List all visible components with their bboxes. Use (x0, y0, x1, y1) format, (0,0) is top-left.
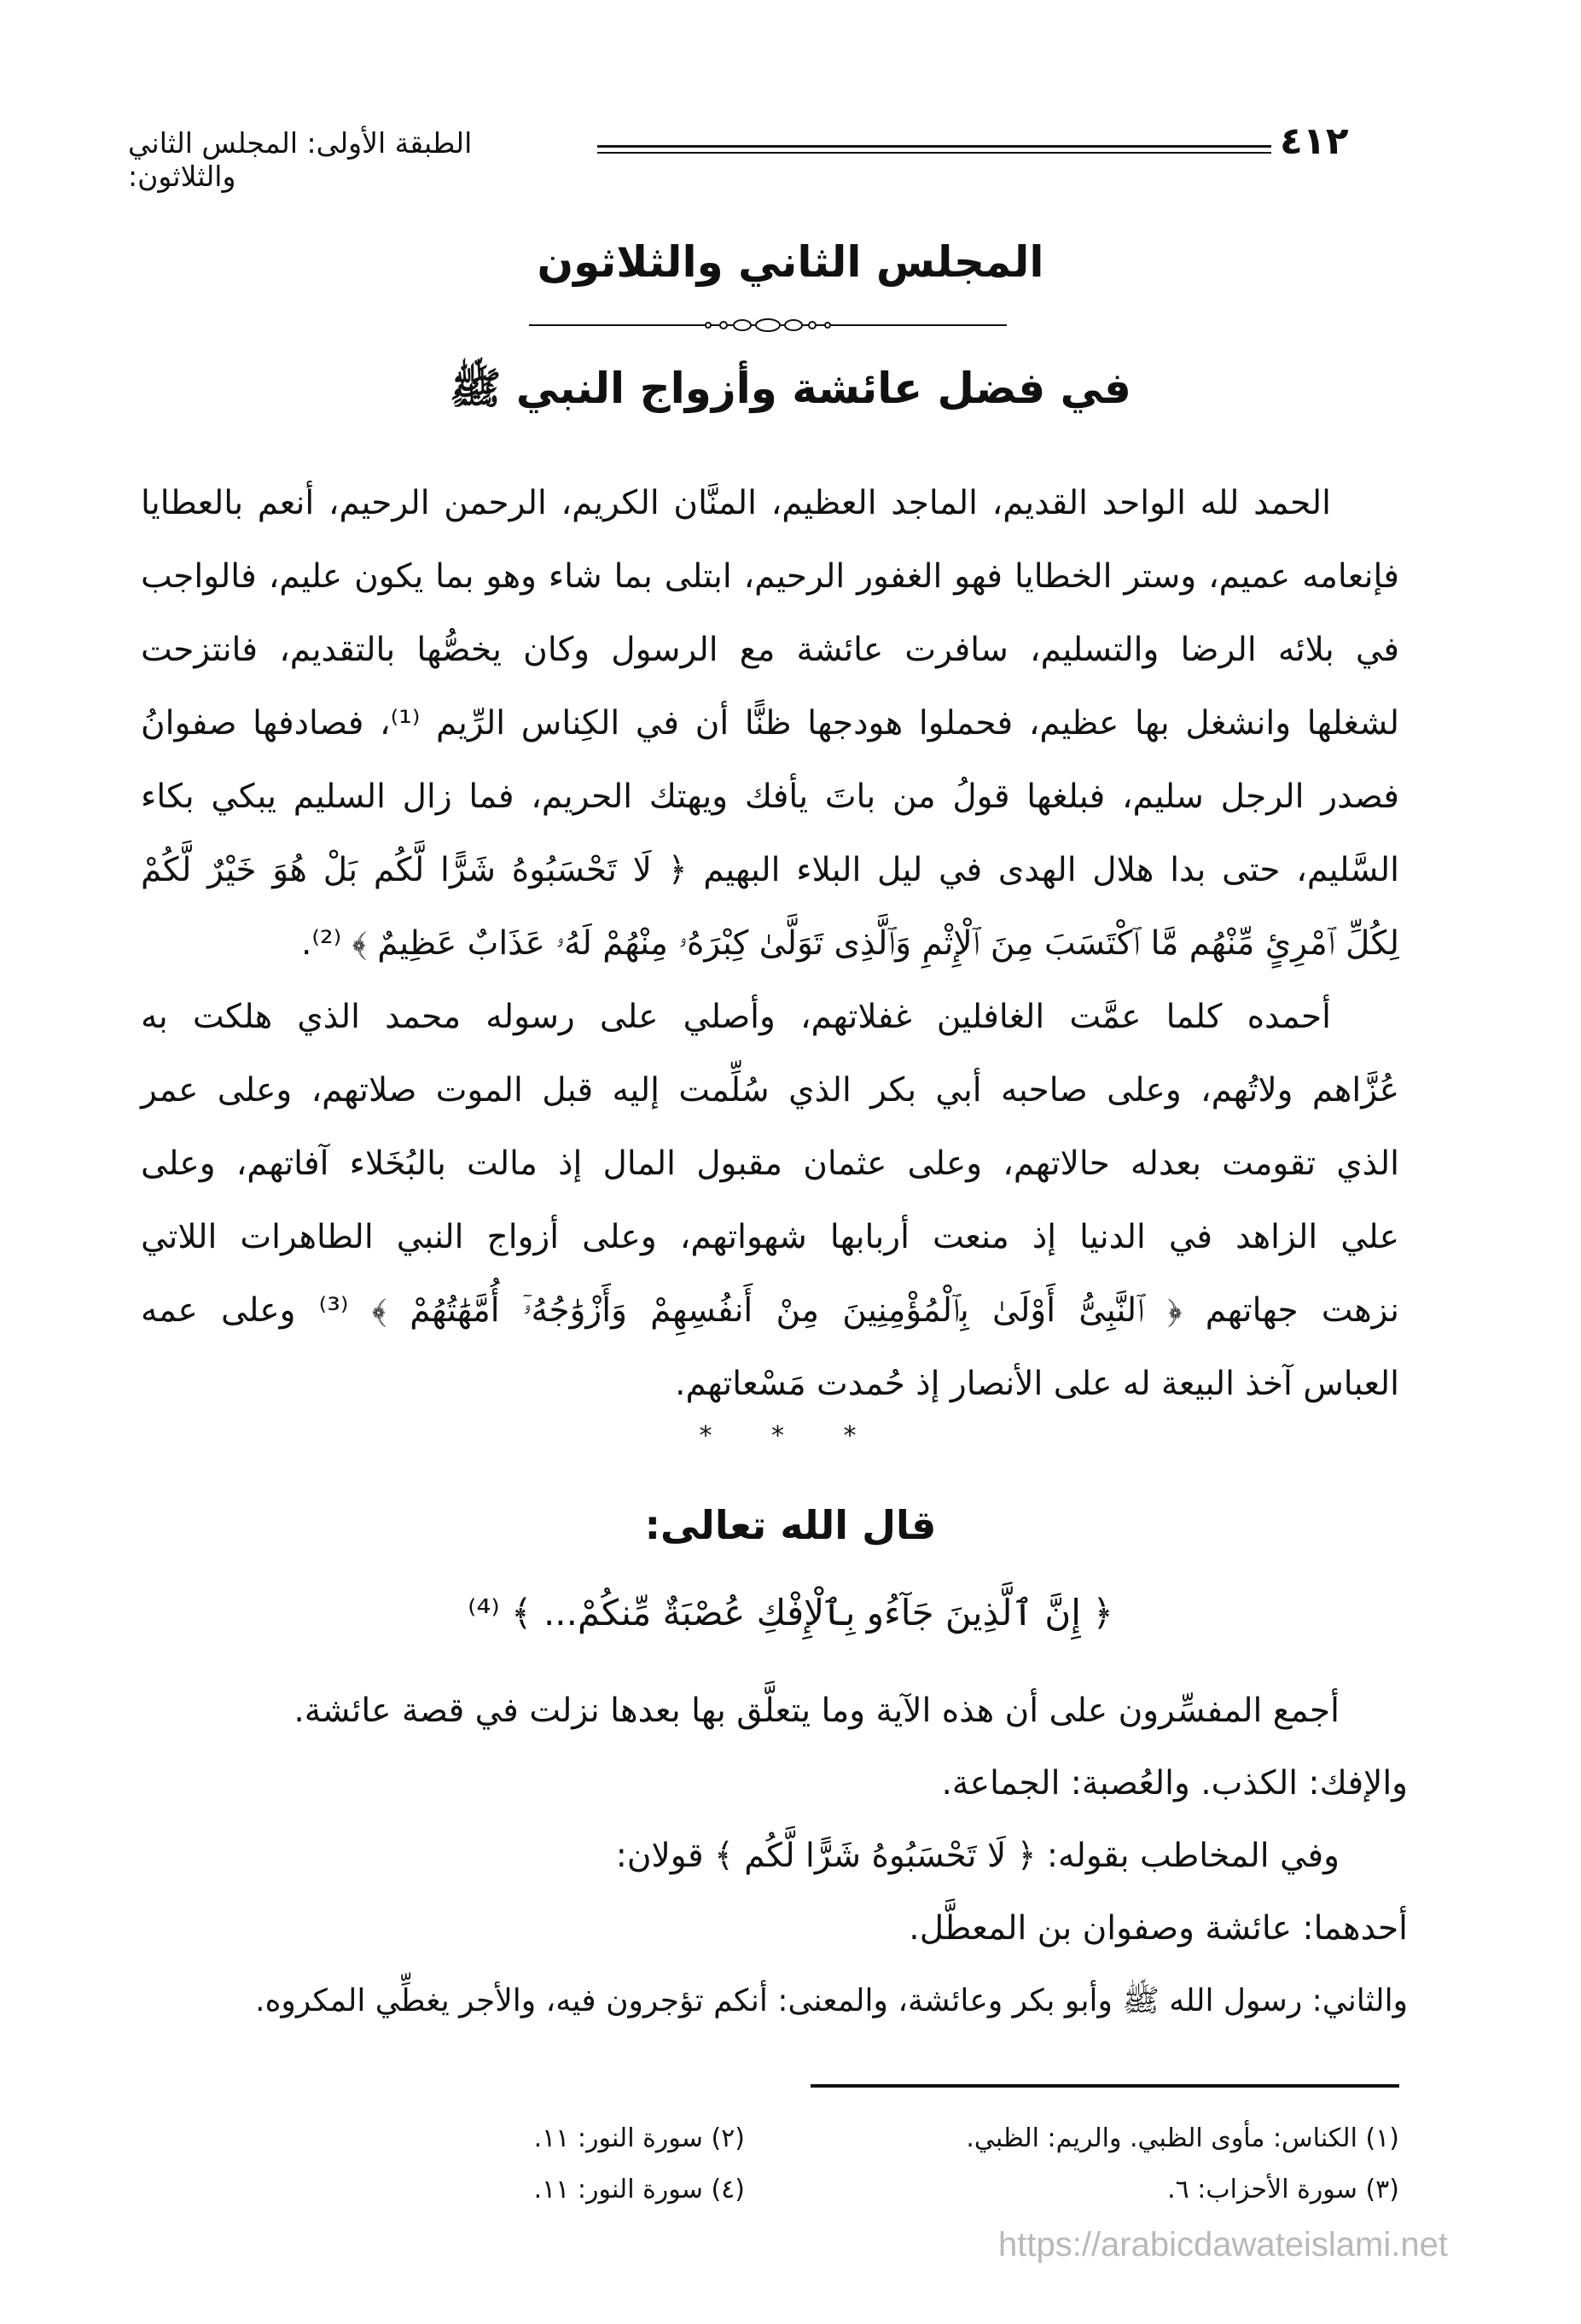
commentary-line: وفي المخاطب بقوله: ﴿ لَا تَحْسَبُوهُ شَرًّا لَّكُم ﴾ قولان: (615, 1837, 1340, 1875)
body-line: الذي تقومت بعدله حالاتهم، وعلى عثمان مقبول المال إذ مالت بالبُخَلاء آفاتهم، وعلى (141, 1145, 1399, 1183)
body-line: عُزَّاهم ولاتُهم، وعلى صاحبه أبي بكر الذي سُلِّمت إليه قبل الموت صلاتهم، وعلى عمر (141, 1071, 1399, 1110)
section-heading: قال الله تعالى: (644, 1502, 937, 1548)
body-line: السَّليم، حتى بدا هلال الهدى في ليل البلاء البهيم ﴿ لَا تَحْسَبُوهُ شَرًّا لَّكُم بَلْ هُوَ خَيْرٌ لَّكُمْ (141, 851, 1399, 889)
footnote: (٢) سورة النور: ١١. (533, 2123, 745, 2153)
body-line: لشغلها وانشغل بها عظيم، فحملوا هودجها ظنًّا أن في الكِناس الرِّيم ⁽¹⁾، فصادفها صفوانُ (141, 704, 1399, 743)
ornament-divider (529, 316, 1007, 335)
body-line: فصدر الرجل سليم، فبلغها قولُ من باتَ يأفك ويهتك الحريم، فما زال السليم يبكي بكاء (141, 778, 1399, 816)
running-title: الطبقة الأولى: المجلس الثاني والثلاثون: (128, 126, 473, 193)
watermark-url: https://arabicdawateislami.net (998, 2226, 1448, 2263)
body-line: فإنعامه عميم، وستر الخطايا فهو الغفور الرحيم، ابتلى بما شاء وهو بما يكون عليم، فالواجب (141, 557, 1399, 596)
commentary-line: والثاني: رسول الله ﷺ وأبو بكر وعائشة، والمعنى: أنكم تؤجرون فيه، والأجر يغطِّي المكروه. (255, 1983, 1408, 2018)
body-line: في بلائه الرضا والتسليم، سافرت عائشة مع الرسول وكان يخصُّها بالتقديم، فانتزحت (141, 631, 1399, 669)
body-line: الحمد لله الواحد القديم، الماجد العظيم، المنَّان الكريم، الرحمن الرحيم، أنعم بالعطايا (141, 484, 1331, 522)
body-line: علي الزاهد في الدنيا إذ منعت أربابها شهواتهم، وعلى أزواج النبي الطاهرات اللاتي (141, 1218, 1399, 1256)
footnote: (٣) سورة الأحزاب: ٦. (1167, 2175, 1399, 2205)
body-line: لِكُلِّ ٱمْرِئٍ مِّنْهُم مَّا ٱكْتَسَبَ مِنَ ٱلْإِثْمِ وَٱلَّذِى تَوَلَّىٰ كِبْرَهُۥ مِنْهُمْ لَهُۥ عَذَابٌ عَظِيمٌ ﴾ ⁽²⁾. (300, 924, 1399, 963)
header-rule (597, 145, 1271, 154)
commentary-line: أجمع المفسِّرون على أن هذه الآية وما يتعلَّق بها بعدها نزلت في قصة عائشة. (294, 1692, 1340, 1730)
commentary-line: والإفك: الكذب. والعُصبة: الجماعة. (941, 1764, 1408, 1803)
commentary-line: أحدهما: عائشة وصفوان بن المعطَّل. (909, 1909, 1408, 1948)
body-line: أحمده كلما عمَّت الغافلين غفلاتهم، وأصلي على رسوله محمد الذي هلكت به (141, 998, 1331, 1036)
footnote: (١) الكناس: مأوى الظبي. والريم: الظبي. (966, 2123, 1399, 2153)
body-line: العباس آخذ البيعة له على الأنصار إذ حُمدت مَسْعاتهم. (675, 1365, 1399, 1403)
chapter-title: المجلس الثاني والثلاثون (537, 237, 1044, 287)
body-line: نزهت جهاتهم ﴿ ٱلنَّبِىُّ أَوْلَىٰ بِٱلْمُؤْمِنِينَ مِنْ أَنفُسِهِمْ وَأَزْوَٰجُهُۥٓ أُمَّهَٰتُهُمْ ﴾ ⁽³⁾ وعلى عمه (141, 1291, 1400, 1330)
chapter-subtitle: في فضل عائشة وأزواج النبي ﷺ (450, 364, 1131, 413)
footnote: (٤) سورة النور: ١١. (533, 2175, 745, 2205)
footnote-rule (811, 2084, 1399, 2088)
page-number: ٤١٢ (1280, 119, 1349, 163)
quran-verse: ﴿ إِنَّ ٱلَّذِينَ جَآءُو بِٱلْإِفْكِ عُصْبَةٌ مِّنكُمْ... ﴾ ⁽⁴⁾ (468, 1592, 1113, 1634)
section-separator: * * * (699, 1421, 882, 1451)
